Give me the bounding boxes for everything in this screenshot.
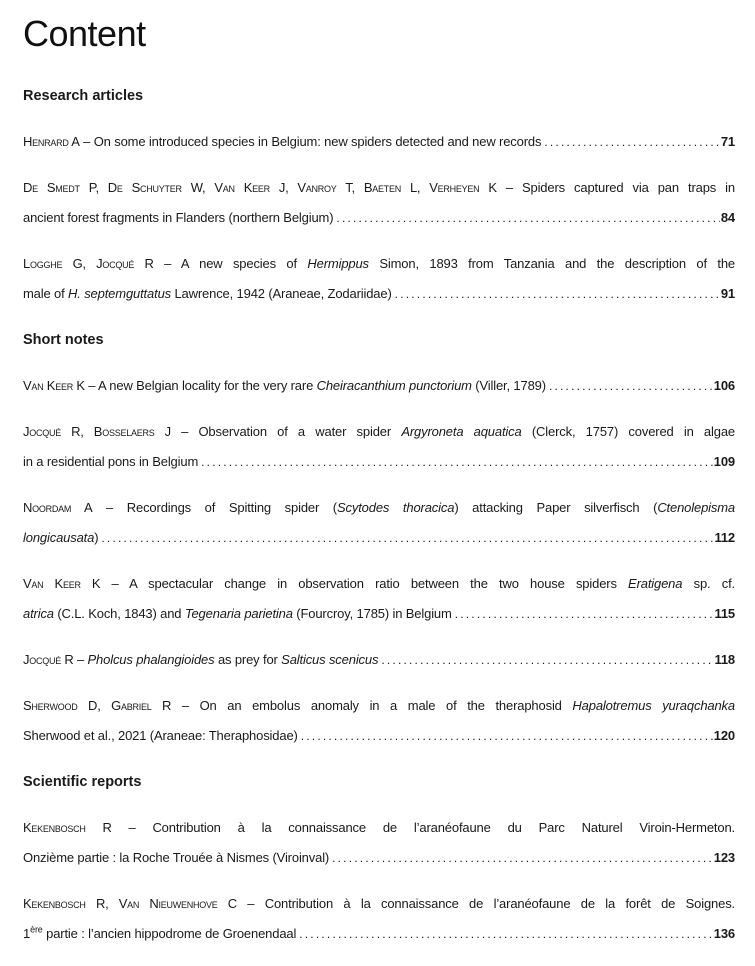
page-number: 109 — [713, 454, 735, 470]
author-names: Henrard A — [23, 134, 80, 150]
entry-text: – A new species of — [153, 256, 308, 272]
entry-text: – Contribution à la connaissance de l’aranéofaune du Parc Naturel Viroin-Hermeton. — [111, 820, 735, 836]
toc-entry — [23, 417, 735, 477]
dot-leader — [395, 279, 720, 309]
superscript-text: ère — [30, 924, 43, 935]
entry-last-line — [23, 203, 735, 233]
page-number: 115 — [714, 606, 735, 622]
entry-line — [23, 813, 735, 843]
author-names: Van Keer K — [23, 378, 85, 394]
entry-text: – Contribution à la connaissance de l’aranéofaune de la forêt de Soignes. — [236, 896, 735, 912]
toc-section — [23, 325, 735, 751]
section-heading: Research articles — [23, 88, 144, 105]
author-names: Kekenbosch R, Van Nieuwenhove C — [23, 896, 237, 912]
toc-section — [23, 767, 735, 949]
entry-text-run — [23, 645, 378, 675]
entry-last-line — [23, 371, 735, 401]
author-names: Sherwood D, Gabriel R — [23, 698, 172, 714]
entry-text-run — [23, 371, 546, 401]
entry-text: – A new Belgian locality for the very rare — [84, 378, 317, 394]
entry-text: as prey for — [214, 652, 282, 668]
entry-text: ancient forest fragments in Flanders (northern Belgium) — [23, 210, 334, 226]
species-name: H. septemguttatus — [68, 286, 171, 302]
dot-leader — [201, 447, 713, 477]
page-title: Content — [23, 13, 146, 54]
dot-leader — [381, 645, 713, 675]
toc-entry — [23, 813, 735, 873]
entry-last-line — [23, 721, 735, 751]
species-name: Cheiracanthium punctorium — [316, 378, 472, 394]
toc-entry — [23, 249, 735, 309]
entry-text-run — [23, 523, 98, 553]
entry-last-line — [23, 843, 735, 873]
page-number: 84 — [720, 210, 735, 226]
author-names: Jocqué R — [23, 652, 74, 668]
entry-text-run — [23, 843, 329, 873]
entry-line — [23, 417, 735, 447]
toc-entry — [23, 371, 735, 401]
species-name: Scytodes thoracica — [337, 500, 455, 516]
entry-last-line — [23, 919, 735, 949]
toc-entry — [23, 645, 735, 675]
entry-text: – — [73, 652, 88, 668]
species-name: Tegenaria parietina — [184, 606, 293, 622]
entry-line — [23, 691, 735, 721]
entry-text: (Fourcroy, 1785) in Belgium — [292, 606, 452, 622]
entry-last-line — [23, 447, 735, 477]
page-number: 120 — [713, 728, 735, 744]
section-heading: Scientific reports — [23, 774, 142, 791]
toc-section — [23, 81, 735, 309]
entry-text: 1 — [23, 926, 31, 942]
entry-text-run — [23, 203, 333, 233]
page-number: 91 — [720, 286, 735, 302]
species-name: Ctenolepisma — [657, 500, 735, 516]
dot-leader — [101, 523, 713, 553]
entry-text: ) attacking Paper silverfisch ( — [454, 500, 658, 516]
entry-text: (C.L. Koch, 1843) and — [53, 606, 185, 622]
entry-text: Onzième partie : la Roche Trouée à Nismes (Viroinval) — [23, 850, 330, 866]
author-names: Van Keer K — [23, 576, 101, 592]
dot-leader — [455, 599, 714, 629]
entry-text: – On an embolus anomaly in a male of the theraphosid — [171, 698, 573, 714]
dot-leader — [332, 843, 713, 873]
entry-line — [23, 569, 735, 599]
entry-text-run — [23, 919, 296, 949]
entry-text: – On some introduced species in Belgium: new spiders detected and new records — [79, 134, 542, 150]
page-number: 123 — [713, 850, 735, 866]
entry-text-run — [23, 127, 541, 157]
species-name: Pholcus phalangioides — [87, 652, 215, 668]
toc-entry — [23, 569, 735, 629]
author-names: Noordam A — [23, 500, 93, 516]
species-name: Argyroneta aquatica — [401, 424, 522, 440]
entry-last-line — [23, 127, 735, 157]
toc-sections — [23, 81, 735, 949]
dot-leader — [544, 127, 719, 157]
entry-text-run — [23, 721, 298, 751]
entry-text: – Observation of a water spider — [170, 424, 402, 440]
toc-entry — [23, 493, 735, 553]
entry-text: Sherwood et al., 2021 (Araneae: Theraphosidae) — [23, 728, 298, 744]
author-names: Jocqué R, Bosselaers J — [23, 424, 171, 440]
toc-entry — [23, 691, 735, 751]
dot-leader — [549, 371, 713, 401]
species-name: Eratigena — [628, 576, 683, 592]
species-name: Hapalotremus yuraqchanka — [572, 698, 735, 714]
entry-line — [23, 173, 735, 203]
entry-text: (Clerck, 1757) covered in algae — [521, 424, 735, 440]
entry-text: (Viller, 1789) — [471, 378, 546, 394]
section-heading: Short notes — [23, 332, 104, 349]
entry-line — [23, 493, 735, 523]
species-name: Hermippus — [307, 256, 369, 272]
page-number: 106 — [713, 378, 735, 394]
page-number: 118 — [714, 652, 735, 668]
entry-last-line — [23, 599, 735, 629]
species-name: atrica — [23, 606, 54, 622]
page-number: 112 — [714, 530, 735, 546]
entry-line — [23, 889, 735, 919]
author-names: Kekenbosch R — [23, 820, 112, 836]
entry-last-line — [23, 523, 735, 553]
toc-entry — [23, 127, 735, 157]
entry-text: Simon, 1893 from Tanzania and the description of the — [368, 256, 735, 272]
species-name: Salticus scenicus — [281, 652, 379, 668]
toc-page — [23, 12, 735, 949]
entry-text: Lawrence, 1942 (Araneae, Zodariidae) — [171, 286, 392, 302]
toc-entry — [23, 173, 735, 233]
entry-text: ) — [94, 530, 99, 546]
page-number: 71 — [720, 134, 735, 150]
entry-text-run — [23, 599, 452, 629]
entry-line — [23, 249, 735, 279]
entry-text-run — [23, 447, 198, 477]
entry-text: – Spiders captured via pan traps in — [496, 180, 735, 196]
entry-text: sp. cf. — [682, 576, 735, 592]
entry-last-line — [23, 279, 735, 309]
dot-leader — [301, 721, 713, 751]
author-names: De Smedt P, De Schuyter W, Van Keer J, Vanroy T, Baeten L, Verheyen K — [23, 180, 497, 196]
toc-entry — [23, 889, 735, 949]
author-names: Logghe G, Jocqué R — [23, 256, 154, 272]
entry-last-line — [23, 645, 735, 675]
page-number: 136 — [713, 926, 735, 942]
entry-text: – Recordings of Spitting spider ( — [92, 500, 337, 516]
entry-text: partie : l’ancien hippodrome de Groenendaal — [42, 926, 297, 942]
entry-text: in a residential pons in Belgium — [23, 454, 199, 470]
entry-text-run — [23, 279, 392, 309]
entry-text: male of — [23, 286, 69, 302]
dot-leader — [336, 203, 719, 233]
dot-leader — [299, 919, 713, 949]
entry-text: – A spectacular change in observation ratio between the two house spiders — [100, 576, 629, 592]
species-name: longicausata — [23, 530, 95, 546]
